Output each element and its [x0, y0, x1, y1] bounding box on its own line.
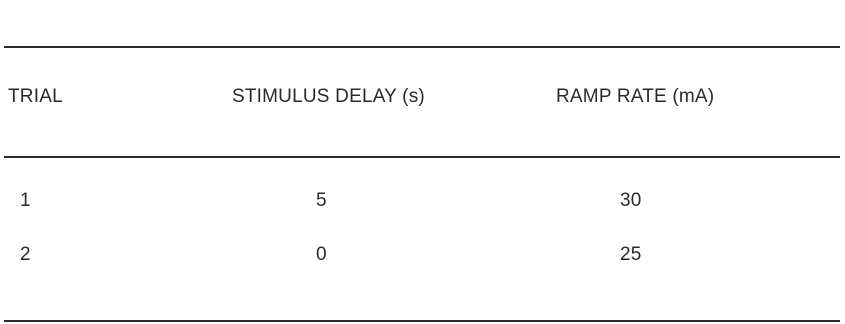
cell-stimulus-delay: 5	[316, 190, 327, 211]
cell-ramp-rate: 30	[620, 190, 642, 211]
table-top-rule	[4, 46, 840, 48]
cell-trial: 1	[20, 190, 31, 211]
cell-ramp-rate: 25	[620, 244, 642, 265]
column-header-stimulus-delay: STIMULUS DELAY (s)	[232, 86, 425, 107]
cell-trial: 2	[20, 244, 31, 265]
table-bottom-rule	[4, 320, 840, 322]
column-header-trial: TRIAL	[8, 86, 63, 107]
column-header-ramp-rate: RAMP RATE (mA)	[556, 86, 715, 107]
cell-stimulus-delay: 0	[316, 244, 327, 265]
table-header-rule	[4, 156, 840, 158]
